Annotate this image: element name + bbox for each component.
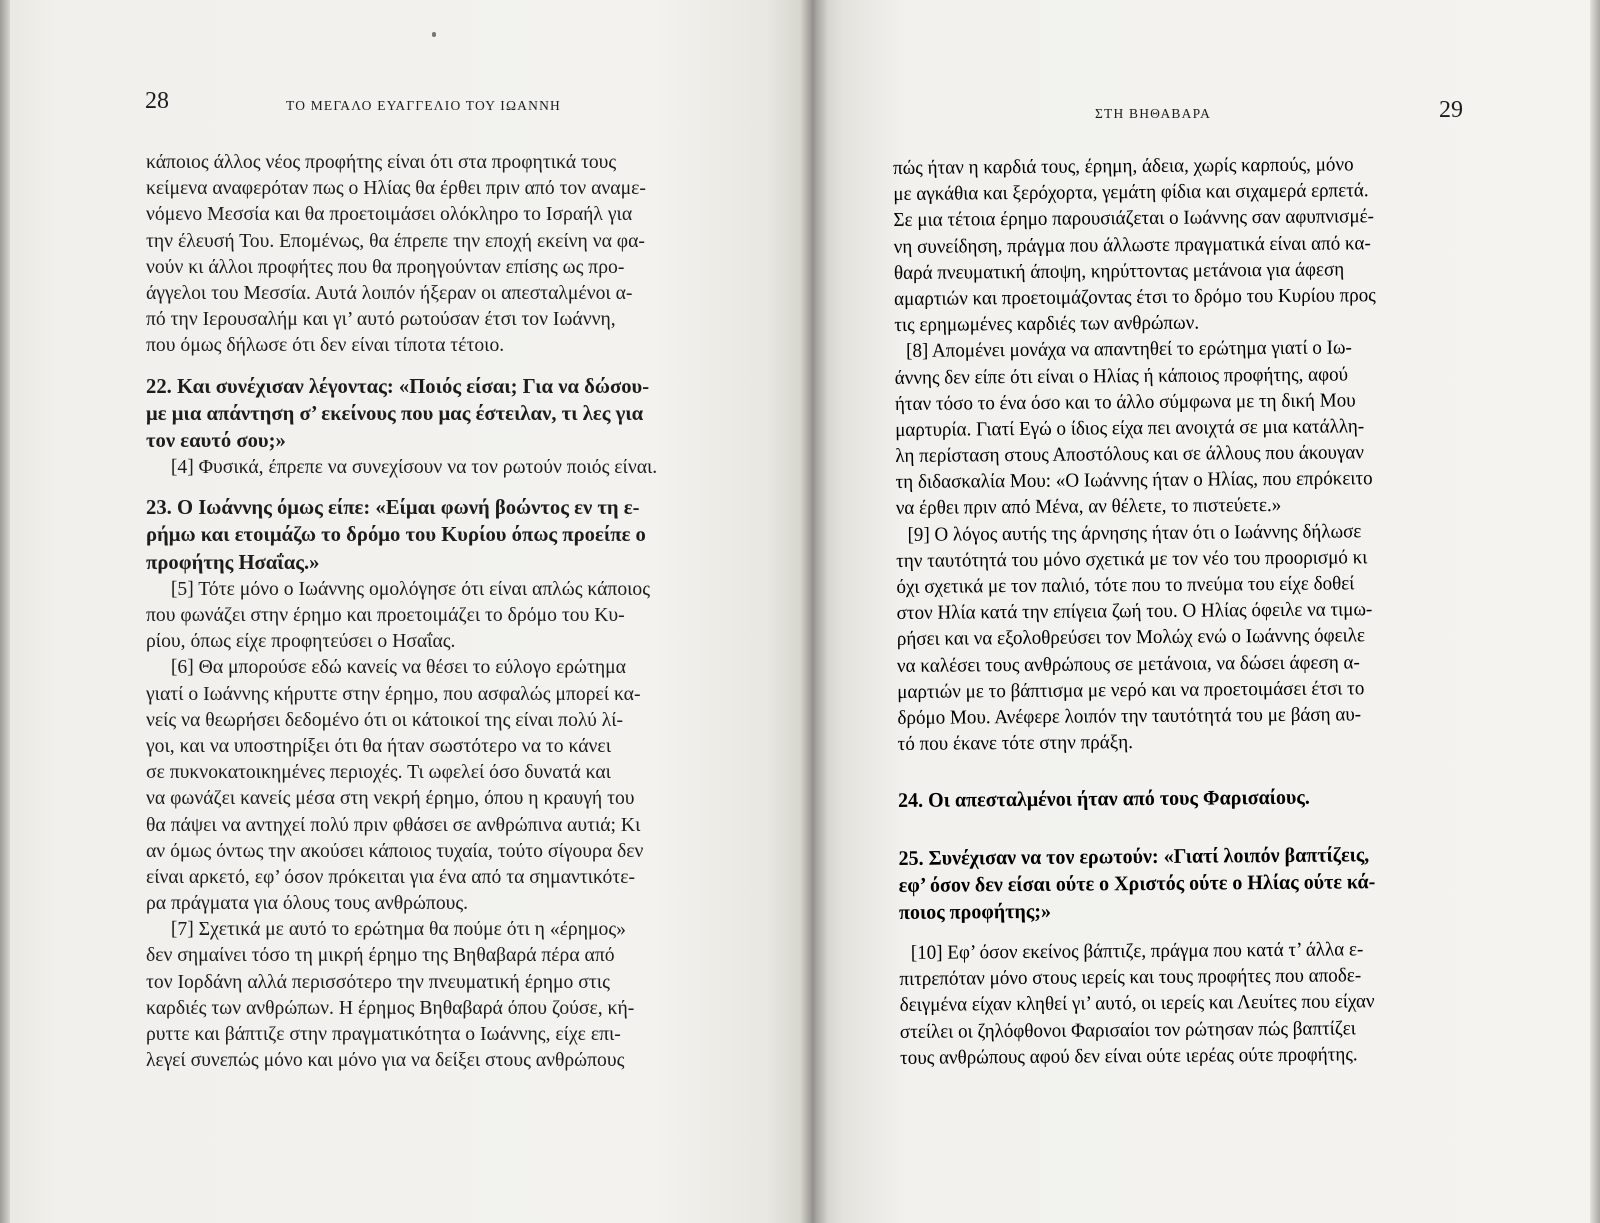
text-line: ρυττε και βάπτιζε στην πραγματικότητα ο Ιωάννης, είχε επι- [146, 1023, 621, 1045]
paragraph-gap [898, 810, 1498, 845]
page-edge [0, 0, 10, 1223]
verse-heading-line: 22. Και συνέχισαν λέγοντας: «Ποιός είσαι; Για να δώσου- [146, 374, 650, 398]
verse-heading-line: 25. Συνέχισαν να τον ερωτούν: «Γιατί λοιπόν βαπτίζεις, [898, 842, 1370, 870]
text-line: την ταυτότητά του μόνο σχετικά με τον νέο του προορισμό κι [896, 546, 1368, 572]
text-line: άννης δεν είπε ότι είναι ο Ηλίας ή κάποιος προφήτης, αφού [894, 362, 1349, 389]
book-gutter [800, 0, 828, 1223]
page-body [893, 150, 1500, 1071]
text-line: γιατί ο Ιωάννης κήρυττε στην έρημο, που ασφαλώς μπορεί κα- [146, 682, 641, 705]
text-line: γοι, και να υποστηρίξει ότι θα ήταν σωστότερο να το κάνει [146, 734, 611, 757]
text-line: ρήσει και να εξολοθρεύσει τον Μολώχ ενώ ο Ιωάννης όφειλε [896, 624, 1366, 651]
text-line: είναι αρκετό, εφ’ όσον πρόκειται για ένα από τα σημαντικότε- [146, 865, 636, 888]
text-line: μαρτιών με το βάπτισμα με νερό και να προετοιμάσει έτσι το [897, 677, 1365, 703]
text-line: λεγεί συνεπώς μόνο και μόνο για να δείξει στους ανθρώπους [146, 1049, 625, 1072]
text-line: που όμως δήλωσε ότι δεν είναι τίποτα τέτοιο. [146, 334, 505, 357]
text-line: ήταν τόσο το ένα όσο και το άλλο σύμφωνα με τη δική Μου [894, 389, 1356, 415]
text-line: νούν κι άλλοι προφήτες που θα προηγούνταν επίσης ως προ- [146, 255, 625, 278]
text-line: στον Ηλία κατά την επίγεια ζωή του. Ο Ηλίας όφειλε να τιμω- [896, 598, 1373, 625]
page-edge [1590, 0, 1600, 1223]
text-line: λη περίσταση στους Αποστόλους και σε άλλους που άκουγαν [895, 441, 1365, 468]
text-line: νόμενο Μεσσία και θα προετοιμάσει ολόκληρο το Ισραήλ για [146, 203, 633, 226]
paragraph-gap [146, 359, 746, 373]
text-line: καρδιές των ανθρώπων. Η έρημος Βηθαβαρά όπου ζούσε, κή- [146, 996, 635, 1019]
text-line: την έλευσή Του. Επομένως, θα έπρεπε την εποχή εκείνη να φα- [146, 229, 645, 252]
text-line: νη συνείδηση, πράγμα που άλλωστε πραγματικά είναι από κα- [893, 231, 1371, 258]
text-line: να φωνάζει κανείς μέσα στη νεκρή έρημο, όπου η κραυγή του [146, 787, 635, 810]
text-line: πιτρεπόταν μόνο στους ιερείς και τους προφήτες που αποδε- [899, 964, 1362, 991]
verse-heading-line: προφήτης Ησαΐας.» [146, 550, 320, 574]
text-line: [5] Τότε μόνο ο Ιωάννης ομολόγησε ότι είναι απλώς κάποιος [170, 577, 651, 600]
text-line: όχι σχετικά με τον παλιό, τότε που το πνεύμα του είχε δοθεί [896, 572, 1355, 598]
text-line: [8] Απομένει μονάχα να απαντηθεί το ερώτημα γιατί ο Ιω- [906, 336, 1352, 363]
text-line: ρίου, όπως είχε προφητεύσει ο Ησαΐας. [146, 630, 456, 653]
text-line: νείς να θεωρήσει δεδομένο ότι οι κάτοικοί της είναι πολύ λί- [146, 708, 624, 731]
text-line: στείλει οι ζηλόφθονοι Φαρισαίοι τον ρώτησαν πώς βαπτίζει [899, 1017, 1356, 1043]
text-line: αν όμως όντως την ακούσει κάποιος τυχαία, τούτο σίγουρα δεν [146, 839, 644, 862]
text-line: σε πυκνοκατοικημένες περιοχές. Τι ωφελεί όσο δυνατά και [146, 761, 611, 784]
left-page [8, 0, 816, 1223]
text-line: τη διδασκαλία Μου: «Ο Ιωάννης ήταν ο Ηλίας, που επρόκειτο [895, 467, 1373, 494]
page-number: 28 [145, 88, 169, 114]
text-line: με αγκάθια και ξερόχορτα, γεμάτη φίδια και σιχαμερά ερπετά. [893, 179, 1369, 206]
text-line: που φωνάζει στην έρημο και προετοιμάζει το δρόμο του Κυ- [146, 604, 625, 626]
verse-heading-line: εφ’ όσον δεν είσαι ούτε ο Χριστός ούτε ο Ηλίας ούτε κά- [898, 869, 1376, 897]
text-line: κείμενα αναφερόταν πως ο Ηλίας θα έρθει πριν από τον αναμε- [146, 177, 646, 200]
text-line: θαρά πνευματική άποψη, κηρύττοντας μετάνοια για άφεση [893, 258, 1345, 284]
running-head: ΤΟ ΜΕΓΑΛΟ ΕΥΑΓΓΕΛΙΟ ΤΟΥ ΙΩΑΝΝΗ [286, 98, 561, 113]
text-line: πώς ήταν η καρδιά τους, έρημη, άδεια, χωρίς καρπούς, μόνο [893, 153, 1354, 179]
text-line: Σε μια τέτοια έρημο παρουσιάζεται ο Ιωάννης σαν αφυπνισμέ- [893, 205, 1375, 232]
text-line: θα πάψει να αντηχεί πολύ πριν φθάσει σε ανθρώπινα αυτιά; Κι [146, 813, 641, 836]
verse-heading-line: 23. Ο Ιωάννης όμως είπε: «Είμαι φωνή βοώντος εν τη ε- [146, 496, 640, 520]
text-line: [6] Θα μπορούσε εδώ κανείς να θέσει το εύλογο ερώτημα [170, 656, 626, 679]
text-line: να έρθει πριν από Μένα, αν θέλετε, το πιστεύετε.» [895, 494, 1282, 520]
text-line: μαρτυρία. Γιατί Εγώ ο ίδιος είχα πει ανοιχτά σε μια κατάλλη- [895, 415, 1365, 441]
text-line: πό την Ιερουσαλήμ και γι’ αυτό ρωτούσαν έτσι τον Ιωάννη, [146, 308, 616, 331]
paragraph-gap [146, 480, 746, 494]
text-line: [10] Εφ’ όσον εκείνος βάπτιζε, πράγμα που κατά τ’ άλλα ε- [910, 938, 1364, 964]
running-head: ΣΤΗ ΒΗΘΑΒΑΡΑ [1095, 106, 1212, 121]
text-line: δεν σημαίνει τόσο τη μικρή έρημο της Βηθαβαρά πέρα από [146, 944, 615, 967]
text-line: [9] Ο λόγος αυτής της άρνησης ήταν ότι ο Ιωάννης δήλωσε [907, 519, 1362, 546]
text-line: τις ερημωμένες καρδιές των ανθρώπων. [894, 311, 1200, 337]
text-line: άγγελοι του Μεσσία. Αυτά λοιπόν ήξεραν οι απεσταλμένοι α- [146, 281, 633, 304]
page-body [146, 149, 746, 1073]
print-speck [432, 32, 436, 37]
text-line: τους ανθρώπους αφού δεν είναι ούτε ιερέας ούτε προφήτης. [900, 1043, 1358, 1069]
verse-heading-line: ρήμω και ετοιμάζω το δρόμο του Κυρίου όπως προείπε ο [146, 523, 646, 547]
text-line: ρα πράγματα για όλους τους ανθρώπους. [146, 892, 469, 915]
text-line: τό που έκανε τότε στην πράξη. [897, 731, 1134, 756]
text-line: κάποιος άλλος νέος προφήτης είναι ότι στα προφητικά τους [146, 151, 617, 173]
text-line: αμαρτιών και προετοιμάζοντας έτσι το δρόμο του Κυρίου προς [894, 284, 1376, 310]
page-number: 29 [1439, 97, 1463, 123]
verse-heading-line: 24. Οι απεσταλμένοι ήταν από τους Φαρισαίους. [897, 786, 1310, 813]
text-line: [7] Σχετικά με αυτό το ερώτημα θα πούμε ότι η «έρημος» [170, 918, 626, 941]
paragraph-gap [898, 753, 1498, 788]
text-line: δειγμένα είχαν κληθεί γι’ αυτό, οι ιερείς και Λευίτες που είχαν [899, 990, 1375, 1017]
verse-heading-line: τον εαυτό σου;» [146, 428, 286, 452]
verse-heading-line: ποιος προφήτης;» [898, 899, 1052, 924]
text-line: δρόμο Μου. Ανέφερε λοιπόν την ταυτότητά του με βάση αυ- [897, 703, 1362, 729]
text-line: να καλέσει τους ανθρώπους σε μετάνοια, να δώσει άφεση α- [896, 650, 1360, 677]
text-line: [4] Φυσικά, έπρεπε να συνεχίσουν να τον ρωτούν ποιός είναι. [170, 456, 658, 479]
text-line: τον Ιορδάνη αλλά περισσότερο την πνευματική έρημο στις [146, 970, 610, 993]
verse-heading-line: με μια απάντηση σ’ εκείνους που μας έστειλαν, τι λες για [146, 401, 644, 425]
